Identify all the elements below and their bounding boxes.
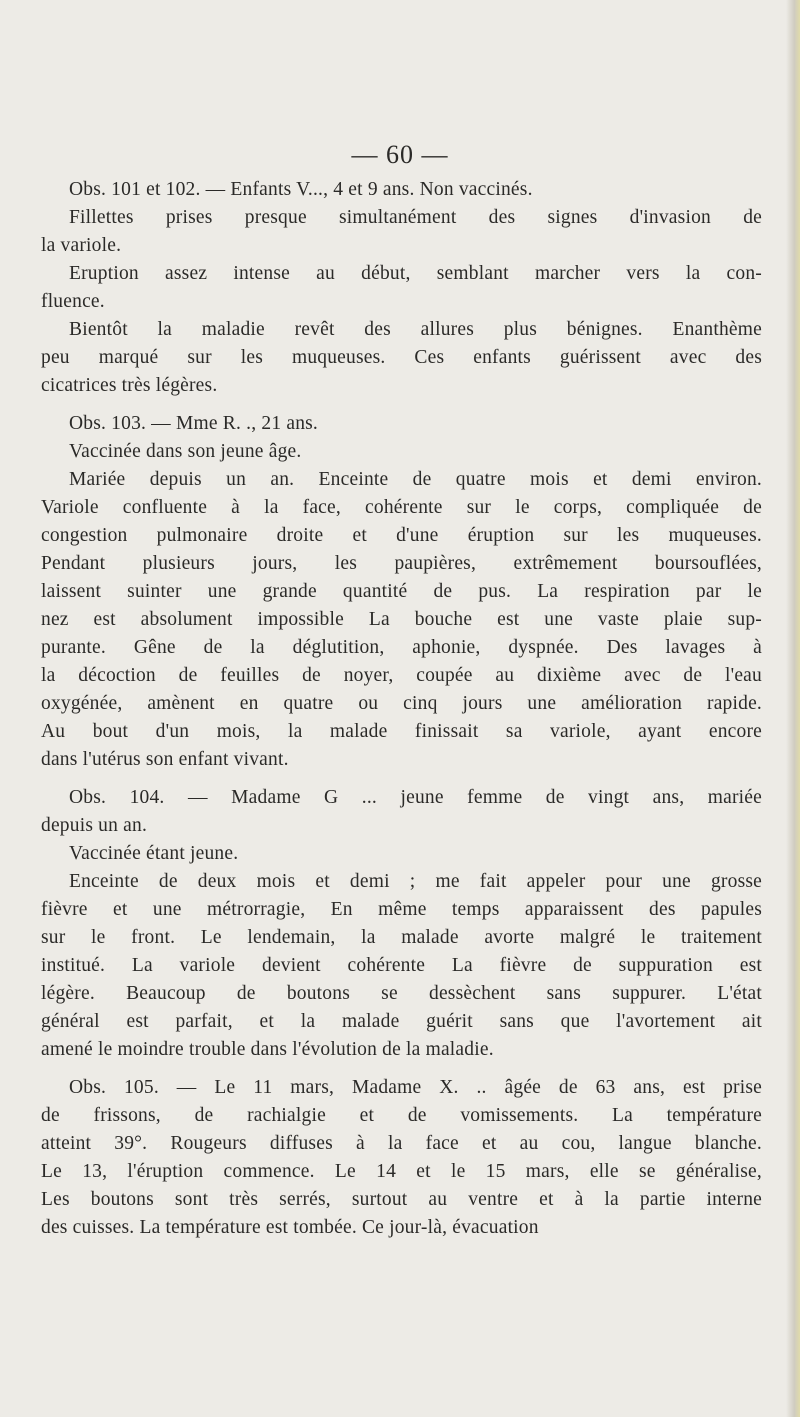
text-line: congestion pulmonaire droite et d'une éruption sur les muqueuses. [41, 525, 762, 546]
body-text [41, 176, 762, 1242]
text-line: des cuisses. La température est tombée. Ce jour-là, évacuation [41, 1217, 539, 1238]
text-line: Obs. 101 et 102. — Enfants V..., 4 et 9 ans. Non vaccinés. [69, 179, 533, 200]
page-number: — 60 — [351, 140, 449, 169]
paragraph-gap [41, 774, 762, 784]
paragraph [41, 840, 762, 868]
text-line: légère. Beaucoup de boutons se dessèchent sans suppurer. L'état [41, 983, 762, 1004]
text-line: dans l'utérus son enfant vivant. [41, 749, 289, 770]
text-line: institué. La variole devient cohérente La fièvre de suppuration est [41, 955, 762, 976]
text-line: la variole. [41, 235, 122, 256]
paragraph [41, 466, 762, 774]
text-line: général est parfait, et la malade guérit sans que l'avortement ait [41, 1011, 762, 1032]
text-line: Eruption assez intense au début, semblant marcher vers la con- [69, 263, 762, 284]
text-line: atteint 39°. Rougeurs diffuses à la face et au cou, langue blanche. [41, 1133, 762, 1154]
text-line: Obs. 105. — Le 11 mars, Madame X. .. âgée de 63 ans, est prise [69, 1077, 762, 1098]
text-line: amené le moindre trouble dans l'évolution de la maladie. [41, 1039, 494, 1060]
text-line: Obs. 103. — Mme R. ., 21 ans. [69, 413, 319, 434]
paragraph [41, 204, 762, 260]
text-line: la décoction de feuilles de noyer, coupée au dixième avec de l'eau [41, 665, 762, 686]
text-line: Vaccinée dans son jeune âge. [69, 441, 302, 462]
text-line: laissent suinter une grande quantité de pus. La respiration par le [41, 581, 762, 602]
paragraph [41, 260, 762, 316]
text-line: fièvre et une métrorragie, En même temps apparaissent des papules [41, 899, 762, 920]
paragraph [41, 1074, 762, 1242]
paragraph [41, 316, 762, 400]
text-line: Les boutons sont très serrés, surtout au ventre et à la partie interne [41, 1189, 762, 1210]
paragraph [41, 410, 762, 438]
paragraph-gap [41, 400, 762, 410]
text-line: Au bout d'un mois, la malade finissait sa variole, ayant encore [41, 721, 762, 742]
paragraph-gap [41, 1064, 762, 1074]
text-line: de frissons, de rachialgie et de vomissements. La température [41, 1105, 762, 1126]
text-line: Pendant plusieurs jours, les paupières, extrêmement boursouflées, [41, 553, 762, 574]
text-line: Vaccinée étant jeune. [69, 843, 239, 864]
text-line: Mariée depuis un an. Enceinte de quatre mois et demi environ. [69, 469, 762, 490]
page-edge-shadow [786, 0, 800, 1417]
text-line: Enceinte de deux mois et demi ; me fait appeler pour une grosse [69, 871, 762, 892]
paragraph [41, 176, 762, 204]
text-line: purante. Gêne de la déglutition, aphonie, dyspnée. Des lavages à [41, 637, 762, 658]
text-line: oxygénée, amènent en quatre ou cinq jours une amélioration rapide. [41, 693, 762, 714]
text-line: Variole confluente à la face, cohérente sur le corps, compliquée de [41, 497, 762, 518]
text-line: peu marqué sur les muqueuses. Ces enfants guérissent avec des [41, 347, 762, 368]
text-line: cicatrices très légères. [41, 375, 218, 396]
text-line: depuis un an. [41, 815, 148, 836]
paragraph [41, 438, 762, 466]
text-line: Bientôt la maladie revêt des allures plus bénignes. Enanthème [69, 319, 762, 340]
text-line: Obs. 104. — Madame G ... jeune femme de vingt ans, mariée [69, 787, 762, 808]
text-line: Fillettes prises presque simultanément des signes d'invasion de [69, 207, 762, 228]
text-line: sur le front. Le lendemain, la malade avorte malgré le traitement [41, 927, 762, 948]
paragraph [41, 868, 762, 1064]
text-line: fluence. [41, 291, 105, 312]
text-line: nez est absolument impossible La bouche est une vaste plaie sup- [41, 609, 762, 630]
text-line: Le 13, l'éruption commence. Le 14 et le 15 mars, elle se généralise, [41, 1161, 762, 1182]
paragraph [41, 784, 762, 840]
